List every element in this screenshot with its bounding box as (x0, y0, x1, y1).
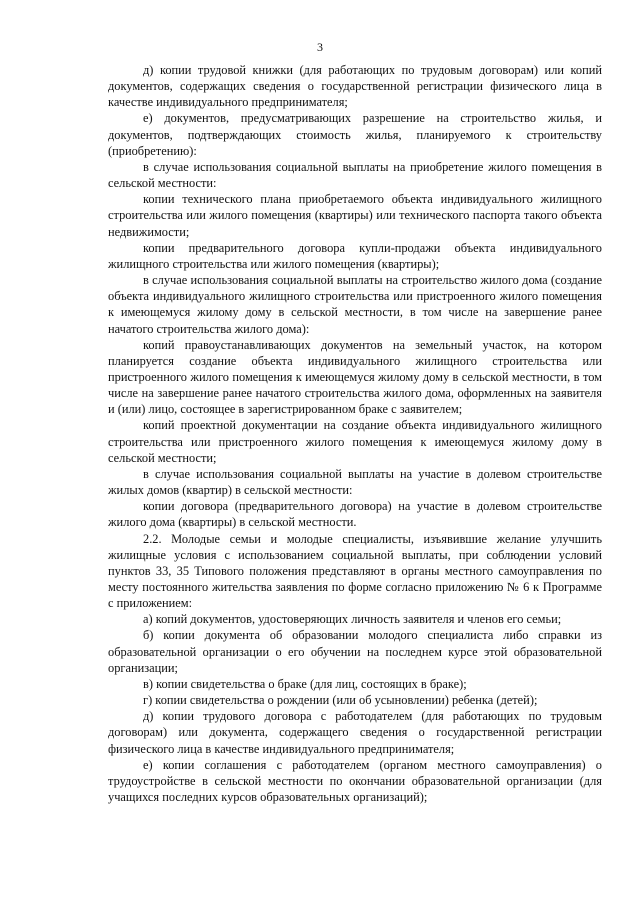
paragraph-d-work-book: д) копии трудовой книжки (для работающих по трудовым договорам) или копий документов, содержащих сведения о государственной регистрации физического лица в качестве индивидуального предпринимателя; (108, 63, 602, 110)
paragraph-g-birth-certificate: г) копии свидетельства о рождении (или об усыновлении) ребенка (детей); (143, 693, 538, 708)
paragraph-section-2-2: 2.2. Молодые семьи и молодые специалисты, изъявившие желание улучшить жилищные условия с использованием социальной выплаты, при соблюдении условий пунктов 33, 35 Типового положения представляют в органы местного самоуправления по месту постоянного жительства заявления по форме согласно приложению № 6 к Программе с приложением: (108, 531, 602, 611)
paragraph-construction-case: в случае использования социальной выплаты на строительство жилого дома (создание объекта индивидуального жилищного строительства или пристроенного жилого помещения к имеющемуся жилому дому в сельской местности, в том числе на завершение ранее начатого строительства жилого дома): (108, 273, 602, 336)
paragraph-e-employer-agreement: е) копии соглашения с работодателем (органом местного самоуправления) о трудоустройстве в сельской местности по окончании образовательной организации (для учащихся последних курсов образовательных организаций); (108, 757, 602, 805)
paragraph-b-education-document: б) копии документа об образовании молодого специалиста либо справки из образовательной организации о его обучении на последнем курсе этой образовательной организации; (108, 628, 602, 675)
paragraph-preliminary-contract: копии предварительного договора купли-продажи объекта индивидуального жилищного строительства или жилого помещения (квартиры); (108, 240, 602, 271)
paragraph-a-identity-documents: а) копий документов, удостоверяющих личность заявителя и членов его семьи; (143, 612, 562, 627)
paragraph-project-documentation: копий проектной документации на создание объекта индивидуального жилищного строительства или пристроенного жилого помещения к имеющемуся жилому дому в сельской местности; (108, 418, 602, 465)
paragraph-v-marriage-certificate: в) копии свидетельства о браке (для лиц, состоящих в браке); (143, 676, 467, 691)
paragraph-technical-plan: копии технического плана приобретаемого объекта индивидуального жилищного строительства или жилого помещения (квартиры) или технического паспорта такого объекта недвижимости; (108, 192, 602, 239)
paragraph-purchase-case: в случае использования социальной выплаты на приобретение жилого помещения в сельской местности: (108, 159, 602, 191)
document-body (108, 62, 602, 805)
page-number: 3 (317, 40, 323, 54)
paragraph-e-construction-permit: е) документов, предусматривающих разрешение на строительство жилья, и документов, подтверждающих стоимость жилья, планируемого к строительству (приобретению): (108, 111, 602, 158)
paragraph-shared-construction-contract: копии договора (предварительного договора) на участие в долевом строительстве жилого дома (квартиры) в сельской местности. (108, 499, 602, 530)
paragraph-d-employment-contract: д) копии трудового договора с работодателем (для работающих по трудовым договорам) или документа, содержащего сведения о государственной регистрации физического лица в качестве индивидуального предпринимателя; (108, 709, 602, 756)
paragraph-land-title-documents: копий правоустанавливающих документов на земельный участок, на котором планируется создание объекта индивидуального жилищного строительства или пристроенного жилого помещения к имеющемуся жилому дому в сельской местности, в том числе на завершение ранее начатого строительства жилого дома, оформленных на заявителя и (или) лицо, состоящее в зарегистрированном браке с заявителем; (108, 337, 602, 417)
paragraph-shared-construction-case: в случае использования социальной выплаты на участие в долевом строительстве жилых домов (квартир) в сельской местности: (108, 466, 602, 498)
